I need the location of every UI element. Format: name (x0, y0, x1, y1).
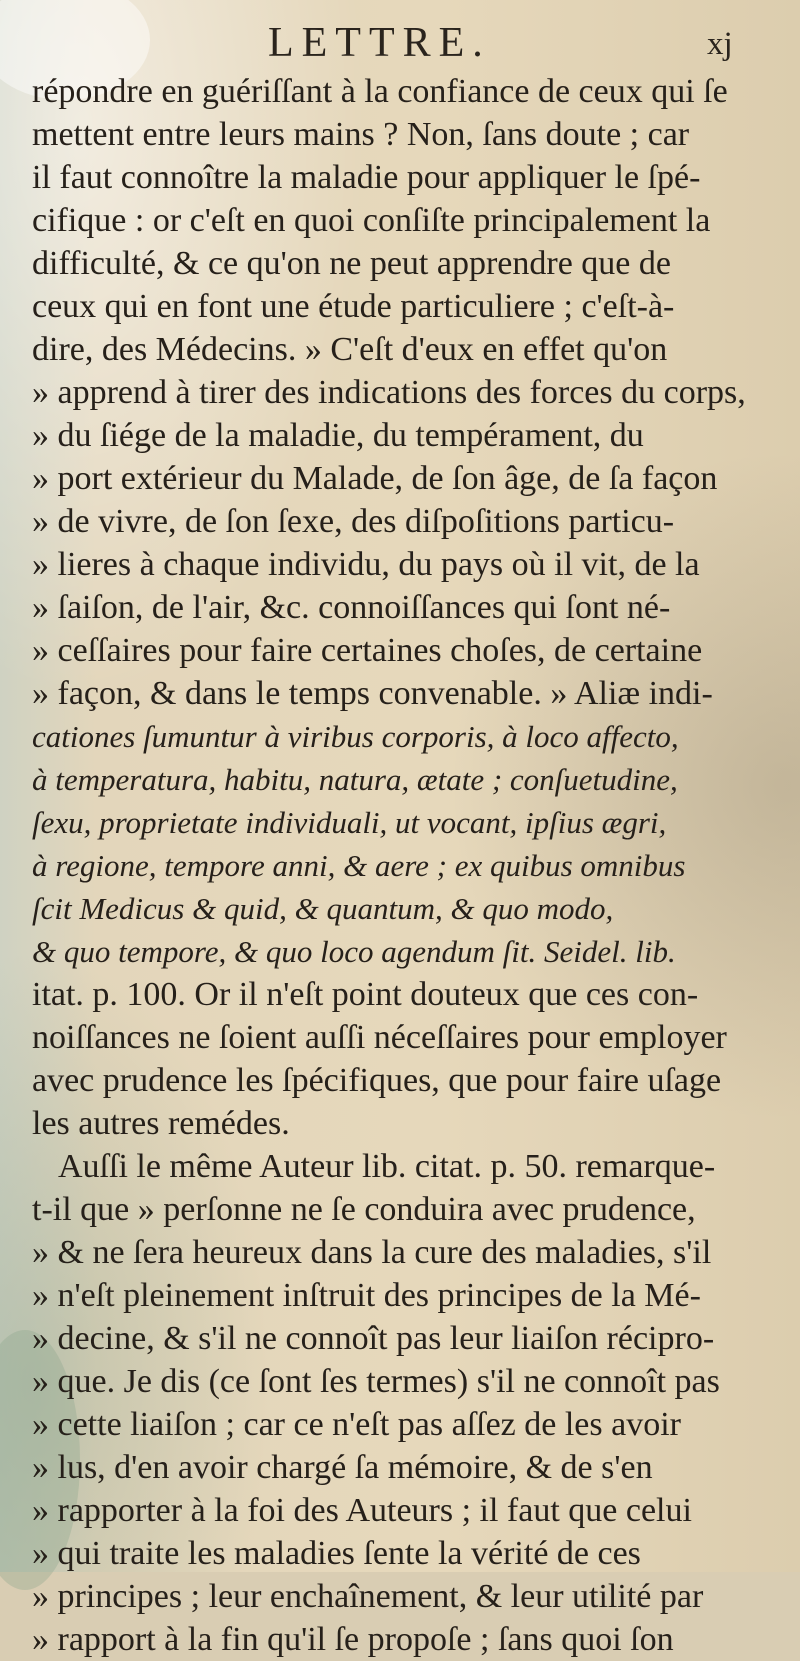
text-line: Auſſi le même Auteur lib. citat. p. 50. remarque- (58, 1148, 716, 1185)
text-line: mettent entre leurs mains ? Non, ſans doute ; car (32, 116, 690, 153)
text-line: » qui traite les maladies ſente la vérité de ces (32, 1535, 641, 1572)
text-line: répondre en guériſſant à la confiance de ceux qui ſe (32, 73, 728, 110)
text-line: » decine, & s'il ne connoît pas leur liaiſon récipro- (32, 1320, 715, 1357)
text-line: » principes ; leur enchaînement, & leur utilité par (32, 1578, 704, 1615)
text-line: à regione, tempore anni, & aere ; ex quibus omnibus (32, 848, 686, 883)
text-line: » cette liaiſon ; car ce n'eſt pas aſſez de les avoir (32, 1406, 681, 1443)
text-line: » rapporter à la foi des Auteurs ; il faut que celui (32, 1492, 692, 1529)
text-line: itat. p. 100. Or il n'eſt point douteux que ces con- (32, 976, 699, 1013)
text-line: » port extérieur du Malade, de ſon âge, de ſa façon (32, 460, 718, 497)
text-line: noiſſances ne ſoient auſſi néceſſaires pour employer (32, 1019, 727, 1056)
text-line: ceux qui en font une étude particuliere ; c'eſt-à- (32, 288, 675, 325)
text-line: & quo tempore, & quo loco agendum ſit. Seidel. lib. (32, 934, 676, 969)
running-title: LETTRE. (268, 20, 491, 66)
text-line: à temperatura, habitu, natura, ætate ; conſuetudine, (32, 762, 678, 797)
text-line: » lus, d'en avoir chargé ſa mémoire, & de s'en (32, 1449, 653, 1486)
text-line: » lieres à chaque individu, du pays où il vit, de la (32, 546, 700, 583)
page-number: xj (707, 26, 733, 62)
text-line: avec prudence les ſpécifiques, que pour faire uſage (32, 1062, 722, 1099)
text-line: cationes ſumuntur à viribus corporis, à loco affecto, (32, 719, 679, 754)
text-line: » n'eſt pleinement inſtruit des principes de la Mé- (32, 1277, 701, 1314)
text-line: » ceſſaires pour faire certaines choſes, de certaine (32, 632, 703, 669)
text-line: t-il que » perſonne ne ſe conduira avec prudence, (32, 1191, 696, 1228)
text-line: les autres remédes. (32, 1105, 290, 1142)
text-line: » de vivre, de ſon ſexe, des diſpoſitions particu- (32, 503, 675, 540)
text-line: » apprend à tirer des indications des forces du corps, (32, 374, 746, 411)
text-line: difficulté, & ce qu'on ne peut apprendre que de (32, 245, 671, 282)
text-line: ſexu, proprietate individuali, ut vocant, ipſius ægri, (32, 805, 667, 840)
body-text (32, 70, 780, 1661)
page-header (0, 18, 800, 68)
text-line: » façon, & dans le temps convenable. » Aliæ indi- (32, 675, 713, 712)
text-line: dire, des Médecins. » C'eſt d'eux en effet qu'on (32, 331, 668, 368)
text-line: » du ſiége de la maladie, du tempérament, du (32, 417, 644, 454)
text-line: il faut connoître la maladie pour appliquer le ſpé- (32, 159, 701, 196)
text-line: » ſaiſon, de l'air, &c. connoiſſances qui ſont né- (32, 589, 671, 626)
text-line: » que. Je dis (ce ſont ſes termes) s'il ne connoît pas (32, 1363, 720, 1400)
text-line: ſcit Medicus & quid, & quantum, & quo modo, (32, 891, 614, 926)
text-line: » & ne ſera heureux dans la cure des maladies, s'il (32, 1234, 712, 1271)
text-line: cifique : or c'eſt en quoi conſiſte principalement la (32, 202, 711, 239)
text-line: » rapport à la fin qu'il ſe propoſe ; ſans quoi ſon (32, 1621, 674, 1658)
